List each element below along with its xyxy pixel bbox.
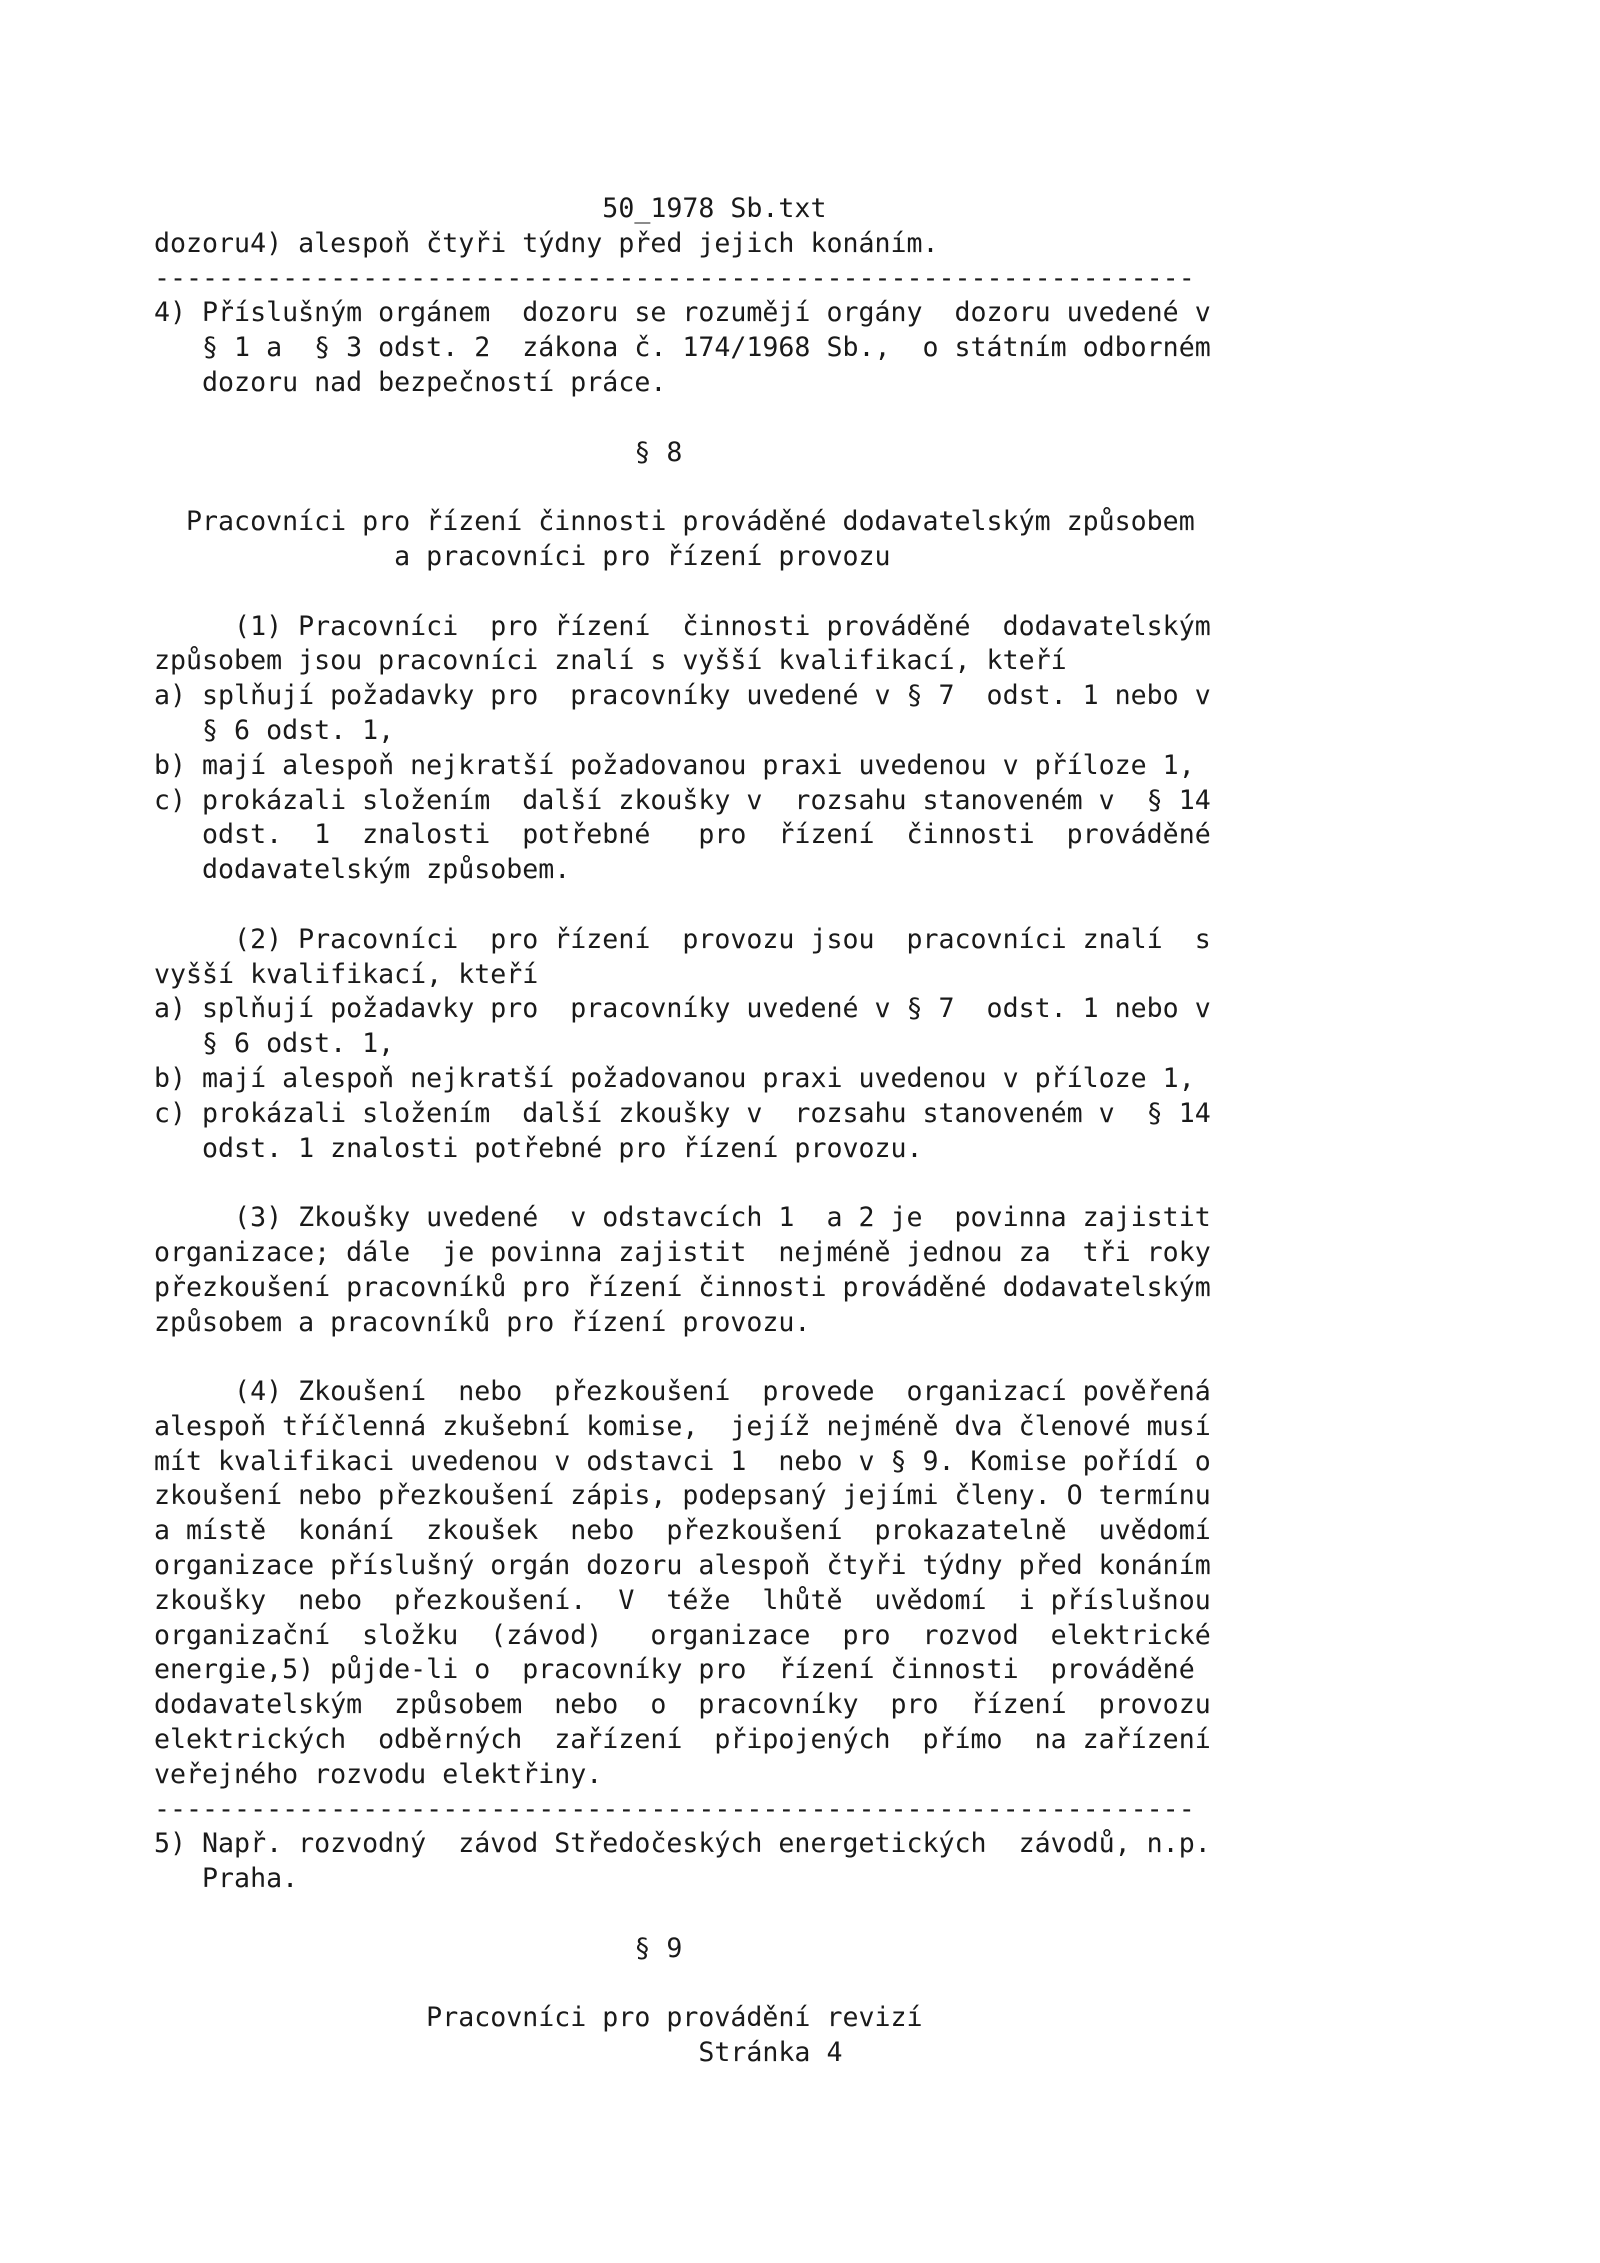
text-line: [154, 1340, 1454, 1375]
text-line: alespoň tříčlenná zkušební komise, jejíž nejméně dva členové musí: [154, 1410, 1211, 1442]
text-line: vyšší kvalifikací, kteří: [154, 958, 539, 990]
text-line: [154, 1897, 1454, 1932]
text-line: dozoru4) alespoň čtyři týdny před jejich konáním.: [154, 227, 939, 259]
text-line: [154, 401, 1454, 436]
text-line: organizační složku (závod) organizace pro rozvod elektrické: [154, 1619, 1211, 1651]
text-line: [154, 888, 1454, 923]
text-line: c) prokázali složením další zkoušky v rozsahu stanoveném v § 14: [154, 1097, 1211, 1129]
text-line: Pracovníci pro řízení činnosti prováděné dodavatelským způsobem: [154, 506, 1195, 538]
text-line: (4) Zkoušení nebo přezkoušení provede organizací pověřená: [154, 1376, 1211, 1408]
text-line: mít kvalifikaci uvedenou v odstavci 1 nebo v § 9. Komise pořídí o: [154, 1445, 1211, 1477]
text-line: zkoušky nebo přezkoušení. V téže lhůtě uvědomí i příslušnou: [154, 1584, 1211, 1616]
text-line: b) mají alespoň nejkratší požadovanou praxi uvedenou v příloze 1,: [154, 749, 1195, 781]
text-line: elektrických odběrných zařízení připojených přímo na zařízení: [154, 1724, 1211, 1756]
text-line: energie,5) půjde-li o pracovníky pro řízení činnosti prováděné: [154, 1654, 1195, 1686]
text-line: odst. 1 znalosti potřebné pro řízení činnosti prováděné: [154, 819, 1211, 851]
text-line: [154, 1967, 1454, 2002]
text-line: způsobem a pracovníků pro řízení provozu.: [154, 1306, 811, 1338]
text-line: [154, 1166, 1454, 1201]
text-line: zkoušení nebo přezkoušení zápis, podepsaný jejími členy. O termínu: [154, 1480, 1211, 1512]
text-line: [154, 470, 1454, 505]
page-number: Stránka 4: [154, 2037, 843, 2069]
text-line: odst. 1 znalosti potřebné pro řízení provozu.: [154, 1132, 923, 1164]
text-line: dodavatelským způsobem.: [154, 854, 571, 886]
text-line: a pracovníci pro řízení provozu: [154, 540, 891, 572]
text-line: organizace; dále je povinna zajistit nejméně jednou za tři roky: [154, 1236, 1211, 1268]
text-line: (1) Pracovníci pro řízení činnosti prováděné dodavatelským: [154, 610, 1211, 642]
text-line: (2) Pracovníci pro řízení provozu jsou pracovníci znalí s: [154, 923, 1211, 955]
text-line: a místě konání zkoušek nebo přezkoušení prokazatelně uvědomí: [154, 1515, 1211, 1547]
text-line: (3) Zkoušky uvedené v odstavcích 1 a 2 je povinna zajistit: [154, 1202, 1211, 1234]
text-line: § 6 odst. 1,: [154, 714, 395, 746]
text-line: 4) Příslušným orgánem dozoru se rozumějí orgány dozoru uvedené v: [154, 297, 1211, 329]
text-line: Praha.: [154, 1863, 299, 1895]
text-line: § 1 a § 3 odst. 2 zákona č. 174/1968 Sb., o státním odborném: [154, 332, 1211, 364]
text-line: Pracovníci pro provádění revizí: [154, 2002, 923, 2034]
section-heading: § 9: [154, 1932, 683, 1964]
footnote-separator: -----------------------------------------------------------------: [154, 1793, 1195, 1825]
text-line: dozoru nad bezpečností práce.: [154, 366, 667, 398]
text-line: způsobem jsou pracovníci znalí s vyšší kvalifikací, kteří: [154, 645, 1067, 677]
text-line: 5) Např. rozvodný závod Středočeských energetických závodů, n.p.: [154, 1828, 1211, 1860]
text-line: § 6 odst. 1,: [154, 1028, 395, 1060]
text-line: [154, 575, 1454, 610]
text-line: c) prokázali složením další zkoušky v rozsahu stanoveném v § 14: [154, 784, 1211, 816]
section-heading: § 8: [154, 436, 683, 468]
text-line: b) mají alespoň nejkratší požadovanou praxi uvedenou v příloze 1,: [154, 1062, 1195, 1094]
text-line: dodavatelským způsobem nebo o pracovníky pro řízení provozu: [154, 1689, 1211, 1721]
document-text: [154, 192, 1454, 2071]
text-line: a) splňují požadavky pro pracovníky uvedené v § 7 odst. 1 nebo v: [154, 993, 1211, 1025]
footnote-separator: -----------------------------------------------------------------: [154, 262, 1195, 294]
text-line: organizace příslušný orgán dozoru alespoň čtyři týdny před konáním: [154, 1550, 1211, 1582]
text-line: přezkoušení pracovníků pro řízení činnosti prováděné dodavatelským: [154, 1271, 1211, 1303]
page-header-filename: 50_1978 Sb.txt: [154, 193, 827, 224]
text-line: veřejného rozvodu elektřiny.: [154, 1758, 603, 1790]
text-line: a) splňují požadavky pro pracovníky uvedené v § 7 odst. 1 nebo v: [154, 680, 1211, 712]
